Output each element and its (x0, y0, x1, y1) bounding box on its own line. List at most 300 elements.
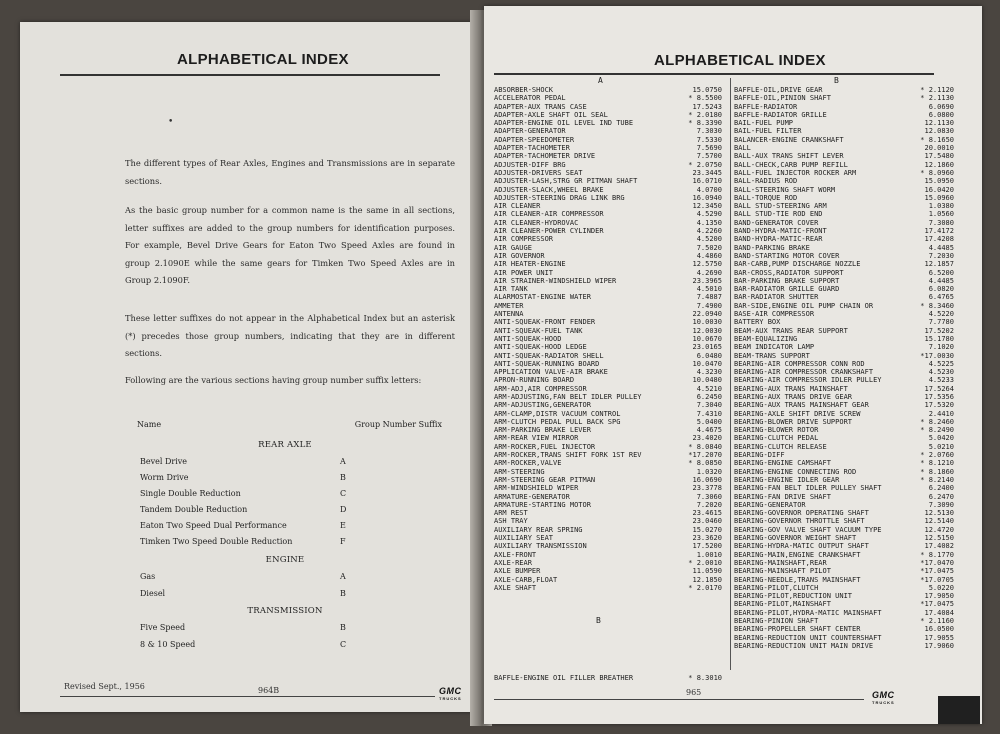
index-entry (494, 542, 722, 550)
index-entry (494, 144, 722, 152)
index-entry (734, 501, 954, 509)
index-entry-group-number: 4.5010 (696, 285, 722, 294)
index-entry (494, 352, 722, 360)
index-entry (494, 310, 722, 318)
index-entry (734, 509, 954, 517)
index-entry-group-number: 7.2030 (928, 251, 954, 260)
index-entry-name: BEARING-GENERATOR (734, 500, 806, 509)
index-entry (734, 161, 954, 169)
index-entry-name: AIR POWER UNIT (494, 268, 554, 277)
index-entry-name: ANTI-SQUEAK-FUEL TANK (494, 326, 583, 335)
index-entry-group-number: 20.0010 (924, 144, 954, 153)
index-entry-name: AUXILIARY SEAT (494, 534, 554, 543)
index-entry (494, 103, 722, 111)
intro-paragraph-3: These letter suffixes do not appear in the Alphabetical Index but an asterisk (*) precedes those group numbers, indicating that they are in different sections. (125, 313, 455, 358)
index-entry-group-number: * 8.0850 (688, 459, 722, 468)
index-entry-name: BALL-FUEL INJECTOR ROCKER ARM (734, 168, 857, 177)
index-entry-group-number: *17.0030 (920, 351, 954, 360)
index-entry-group-number: 12.0030 (692, 326, 722, 335)
index-entry-group-number: 7.1020 (928, 343, 954, 352)
index-entry-name: AIR COMPRESSOR (494, 235, 554, 244)
index-entry-name: ANTI-SQUEAK-RUNNING BOARD (494, 359, 600, 368)
index-entry (494, 260, 722, 268)
index-entry-name: APPLICATION VALVE-AIR BRAKE (494, 368, 608, 377)
index-entry-group-number: 6.2400 (928, 484, 954, 493)
index-entry-name: AIR CLEANER-HYDROVAC (494, 218, 579, 227)
index-entry-group-number: 4.5230 (928, 368, 954, 377)
table-row: 8 & 10 Speed C (140, 640, 347, 649)
index-entry-name: BEAM-TRANS SUPPORT (734, 351, 810, 360)
index-entry-name: BEARING-CLUTCH RELEASE (734, 442, 827, 451)
index-entry (494, 368, 722, 376)
index-entry (734, 393, 954, 401)
index-entry-name: BAR-PARKING BRAKE SUPPORT (734, 276, 840, 285)
index-entry (494, 468, 722, 476)
index-entry-group-number: 7.3080 (928, 218, 954, 227)
index-entry (734, 252, 954, 260)
index-entry (494, 493, 722, 501)
index-entry-name: AIR CLEANER-AIR COMPRESSOR (494, 210, 604, 219)
index-entry (494, 186, 722, 194)
index-entry-name: AIR GOVERNOR (494, 251, 545, 260)
index-entry (734, 600, 954, 608)
index-entry-name: ASH TRAY (494, 517, 528, 526)
index-entry-name: ARM-WINDSHIELD WIPER (494, 484, 579, 493)
index-entry-group-number: 6.2450 (696, 392, 722, 401)
index-entry-name: AIR GAUGE (494, 243, 532, 252)
index-entry-name: BEARING-MAINSHAFT PILOT (734, 567, 831, 576)
index-entry-name: ARM REST (494, 509, 528, 518)
index-entry-name: BAND-HYDRA-MATIC-REAR (734, 235, 823, 244)
index-entry-group-number: 5.0220 (928, 583, 954, 592)
index-entry-name: BEARING-PILOT,HYDRA-MATIC MAINSHAFT (734, 608, 882, 617)
index-entry-name: BALANCER-ENGINE CRANKSHAFT (734, 135, 844, 144)
index-entry-name: ALARMOSTAT-ENGINE WATER (494, 293, 591, 302)
index-entry (494, 360, 722, 368)
index-entry-name: AIR STRAINER-WINDSHIELD WIPER (494, 276, 617, 285)
index-entry-group-number: 17.5202 (924, 326, 954, 335)
index-entry-group-number: 16.0420 (924, 185, 954, 194)
index-entry (494, 526, 722, 534)
index-entry (734, 459, 954, 467)
index-entry-name: AXLE-FRONT (494, 550, 537, 559)
index-entry (734, 352, 954, 360)
index-entry (734, 385, 954, 393)
index-entry-group-number: 17.9055 (924, 633, 954, 642)
index-entry-group-number: 6.0480 (696, 351, 722, 360)
index-entry (734, 609, 954, 617)
index-entry-name: BEARING-MAINSHAFT,REAR (734, 558, 827, 567)
index-entry-group-number: 6.0820 (928, 285, 954, 294)
index-entry-group-number: 17.5480 (924, 152, 954, 161)
index-entry-name: ARMATURE-GENERATOR (494, 492, 570, 501)
index-entry (494, 576, 722, 584)
index-entry (494, 293, 722, 301)
index-entry-group-number: 17.4172 (924, 227, 954, 236)
index-entry-group-number: 4.5225 (928, 359, 954, 368)
index-entry-name: BAND-PARKING BRAKE (734, 243, 810, 252)
index-entry-group-number: 23.4615 (692, 509, 722, 518)
index-entry-name: BALL-TORQUE ROD (734, 193, 798, 202)
index-entry-group-number: 15.0950 (924, 177, 954, 186)
index-entry (494, 202, 722, 210)
index-entry-group-number: *17.0470 (920, 558, 954, 567)
left-page (20, 22, 476, 712)
index-entry (734, 493, 954, 501)
index-entry-group-number: * 2.0760 (920, 451, 954, 460)
index-entry-group-number: 23.0165 (692, 343, 722, 352)
index-entry-group-number: 17.4082 (924, 542, 954, 551)
index-entry-group-number: 6.4765 (928, 293, 954, 302)
index-entry-group-number: 17.5264 (924, 384, 954, 393)
index-entry-name: BEARING-AUX TRANS MAINSHAFT (734, 384, 848, 393)
index-entry-group-number: 10.0480 (692, 376, 722, 385)
right-header-rule (494, 73, 934, 75)
index-entry-name: ANTI-SQUEAK-HOOD LEDGE (494, 343, 587, 352)
index-entry (494, 484, 722, 492)
index-entry-group-number: * 8.2140 (920, 475, 954, 484)
index-entry (734, 443, 954, 451)
index-entry-group-number: 4.5290 (696, 210, 722, 219)
index-entry-group-number: * 8.2490 (920, 426, 954, 435)
index-column-a (494, 86, 722, 592)
index-entry (734, 617, 954, 625)
col-suffix-header: Group Number Suffix (354, 420, 442, 429)
index-entry (494, 210, 722, 218)
index-entry-group-number: 10.0670 (692, 334, 722, 343)
index-entry (734, 277, 954, 285)
index-entry-name: ARM-ADJUSTING,FAN BELT IDLER PULLEY (494, 392, 642, 401)
index-entry-name: BEARING-BLOWER ROTOR (734, 426, 819, 435)
index-entry-name: BEARING-GOV VALVE SHAFT VACUUM TYPE (734, 525, 882, 534)
index-entry-group-number: * 2.1120 (920, 86, 954, 94)
index-entry-name: ADJUSTER-STEERING DRAG LINK BRG (494, 193, 625, 202)
index-entry-group-number: *17.2070 (688, 451, 722, 460)
index-entry-name: ARM-CLUTCH PEDAL PULL BACK SPG (494, 417, 621, 426)
index-entry (494, 401, 722, 409)
index-entry-group-number: * 8.3390 (688, 119, 722, 128)
intro-paragraph-1: The different types of Rear Axles, Engines and Transmissions are in separate sections. (125, 158, 455, 186)
index-entry (494, 235, 722, 243)
table-row: Tandem Double Reduction D (140, 505, 347, 514)
index-entry (734, 468, 954, 476)
index-entry-name: AXLE-REAR (494, 558, 532, 567)
index-entry-name: BAFFLE-RADIATOR (734, 102, 798, 111)
index-entry (734, 559, 954, 567)
index-entry-name: BALL (734, 144, 751, 153)
index-entry-name: BAND-HYDRA-MATIC-FRONT (734, 227, 827, 236)
index-entry-name: AMMETER (494, 301, 524, 310)
index-entry-name: AIR TANK (494, 285, 528, 294)
index-entry-group-number: 12.5150 (924, 534, 954, 543)
index-entry-group-number: 15.0270 (692, 525, 722, 534)
index-entry (734, 169, 954, 177)
index-entry (734, 103, 954, 111)
index-entry (494, 327, 722, 335)
intro-paragraph-2: As the basic group number for a common name is the same in all sections, letter suffixes are added to the group numbers for identification purposes. For example, Bevel Drive Gears for Eaton Two Speed Axles are found in group 2.1090E while the same gears for Timken Two Speed Axles are in Group 2.1090F. (125, 205, 455, 285)
index-entry-group-number: 7.5700 (696, 152, 722, 161)
index-entry (734, 177, 954, 185)
index-entry-name: BAR-SIDE,ENGINE OIL PUMP CHAIN OR (734, 301, 874, 310)
index-entry-name: BAFFLE-ENGINE OIL FILLER BREATHER (494, 674, 634, 682)
index-entry-name: BAIL-FUEL PUMP (734, 119, 794, 128)
index-entry-group-number: * 2.1160 (920, 617, 954, 625)
index-entry (494, 335, 722, 343)
index-entry-name: ADAPTER-GENERATOR (494, 127, 566, 136)
index-entry (734, 551, 954, 559)
index-entry-group-number: 17.5200 (692, 542, 722, 551)
index-entry-name: BEARING-PINION SHAFT (734, 617, 819, 625)
index-entry-group-number: 12.3450 (692, 202, 722, 211)
index-entry-name: AXLE-CARB,FLOAT (494, 575, 558, 584)
index-entry-group-number: * 8.1860 (920, 467, 954, 476)
index-entry-name: ANTI-SQUEAK-HOOD (494, 334, 562, 343)
index-entry-group-number: 7.3090 (928, 500, 954, 509)
index-entry (734, 127, 954, 135)
gmc-logo: GMC TRUCKS (872, 690, 895, 705)
index-entry-group-number: 7.5020 (696, 243, 722, 252)
index-entry-name: BALL-RADIUS ROD (734, 177, 798, 186)
index-entry (494, 252, 722, 260)
table-row: Diesel B (140, 589, 346, 598)
index-entry (734, 335, 954, 343)
index-entry-group-number: 11.0590 (692, 567, 722, 576)
index-entry-name: ARM-ROCKER,VALVE (494, 459, 562, 468)
index-entry (494, 459, 722, 467)
index-entry (494, 94, 722, 102)
index-column-b-start (494, 674, 722, 682)
index-entry-name: BASE-AIR COMPRESSOR (734, 310, 815, 319)
index-entry (494, 119, 722, 127)
index-entry-group-number: 4.4485 (928, 243, 954, 252)
index-entry-group-number: *17.0705 (920, 575, 954, 584)
index-entry (734, 576, 954, 584)
index-entry-group-number: 7.5330 (696, 135, 722, 144)
index-entry (734, 327, 954, 335)
index-entry-group-number: 12.1860 (924, 160, 954, 169)
section-transmission: TRANSMISSION (247, 606, 323, 616)
index-entry-name: BEARING-ENGINE CAMSHAFT (734, 459, 831, 468)
index-entry-group-number: 4.5233 (928, 376, 954, 385)
index-entry-group-number: 16.0500 (924, 625, 954, 634)
index-entry-name: AUXILIARY TRANSMISSION (494, 542, 587, 551)
index-entry (734, 451, 954, 459)
index-entry-group-number: 12.5130 (924, 509, 954, 518)
index-entry-name: AXLE BUMPER (494, 567, 541, 576)
section-engine: ENGINE (265, 555, 305, 565)
index-entry-group-number: 23.3778 (692, 484, 722, 493)
index-entry-name: BEAM INDICATOR LAMP (734, 343, 815, 352)
index-entry-group-number: 17.5356 (924, 392, 954, 401)
index-entry-name: ANTENNA (494, 310, 524, 319)
index-entry-name: BEARING-GOVERNOR THROTTLE SHAFT (734, 517, 865, 526)
index-entry-name: BEAM-EQUALIZING (734, 334, 798, 343)
index-entry-group-number: *17.0475 (920, 600, 954, 609)
index-entry-group-number: 4.0700 (696, 185, 722, 194)
index-column-b (734, 86, 954, 650)
index-entry-name: ARM-REAR VIEW MIRROR (494, 434, 579, 443)
index-entry-group-number: * 2.1130 (920, 94, 954, 103)
index-entry-group-number: 15.1780 (924, 334, 954, 343)
index-entry-group-number: 4.4485 (928, 276, 954, 285)
table-row: Worm Drive B (140, 473, 346, 482)
index-entry (494, 410, 722, 418)
index-entry (734, 517, 954, 525)
index-entry (734, 152, 954, 160)
index-entry (494, 674, 722, 682)
index-entry-name: BALL STUD-STEERING ARM (734, 202, 827, 211)
col-name-header: Name (137, 420, 162, 429)
index-entry (734, 219, 954, 227)
index-entry-group-number: * 8.1770 (920, 550, 954, 559)
index-entry-name: BEARING-REDUCTION UNIT COUNTERSHAFT (734, 633, 882, 642)
index-entry (734, 293, 954, 301)
index-entry-name: BEARING-FAN BELT IDLER PULLEY SHAFT (734, 484, 882, 493)
index-entry-name: BATTERY BOX (734, 318, 781, 327)
index-entry-group-number: 6.5200 (928, 268, 954, 277)
index-entry (494, 285, 722, 293)
index-entry-name: BEARING-GOVERNOR WEIGHT SHAFT (734, 534, 857, 543)
index-entry-group-number: 12.1857 (924, 260, 954, 269)
index-entry-name: BEARING-BLOWER DRIVE SUPPORT (734, 417, 853, 426)
index-entry (734, 526, 954, 534)
index-entry-group-number: 23.3620 (692, 534, 722, 543)
revision-date: Revised Sept., 1956 (64, 682, 145, 691)
index-entry-name: BEARING-AUX TRANS DRIVE GEAR (734, 392, 853, 401)
index-entry (494, 385, 722, 393)
index-entry-group-number: 12.4720 (924, 525, 954, 534)
table-row: Gas A (140, 572, 346, 581)
index-entry-group-number: 7.3030 (696, 127, 722, 136)
index-entry (494, 269, 722, 277)
index-entry (734, 584, 954, 592)
index-entry (494, 86, 722, 94)
index-entry (494, 584, 722, 592)
index-entry-group-number: 6.2470 (928, 492, 954, 501)
index-entry-group-number: 16.0710 (692, 177, 722, 186)
index-entry-group-number: *17.0475 (920, 567, 954, 576)
index-entry-group-number: 5.0400 (696, 417, 722, 426)
table-row: Timken Two Speed Double Reduction F (140, 537, 346, 546)
index-entry (494, 302, 722, 310)
index-entry-group-number: 6.0800 (928, 110, 954, 119)
index-entry-name: ADAPTER-TACHOMETER DRIVE (494, 152, 596, 161)
index-entry-name: AUXILIARY REAR SPRING (494, 525, 583, 534)
index-entry (494, 517, 722, 525)
index-entry-group-number: 4.4675 (696, 426, 722, 435)
index-entry-group-number: 7.7780 (928, 318, 954, 327)
index-entry (494, 177, 722, 185)
index-entry (494, 418, 722, 426)
index-entry-name: ARMATURE-STARTING MOTOR (494, 500, 591, 509)
index-entry-name: BEARING-PROPELLER SHAFT CENTER (734, 625, 861, 634)
table-row: Single Double Reduction C (140, 489, 347, 498)
index-entry (494, 169, 722, 177)
index-entry-group-number: * 8.0960 (920, 168, 954, 177)
index-entry-name: BEARING-FAN DRIVE SHAFT (734, 492, 831, 501)
index-entry-name: BEARING-CLUTCH PEDAL (734, 434, 819, 443)
index-entry (494, 476, 722, 484)
index-entry-name: ADAPTER-AUX TRANS CASE (494, 102, 587, 111)
index-entry-group-number: 7.5690 (696, 144, 722, 153)
index-entry-name: BALL-STEERING SHAFT WORM (734, 185, 836, 194)
index-entry (734, 302, 954, 310)
index-entry (734, 434, 954, 442)
left-page-number: 964B (258, 686, 280, 695)
index-entry-group-number: 23.0460 (692, 517, 722, 526)
index-entry-group-number: 4.1350 (696, 218, 722, 227)
suffix-table-header (137, 420, 442, 429)
index-entry-group-number: 1.0560 (928, 210, 954, 219)
index-entry (734, 368, 954, 376)
index-entry-name: APRON-RUNNING BOARD (494, 376, 575, 385)
table-row: Five Speed B (140, 623, 346, 632)
index-entry-name: ABSORBER-SHOCK (494, 86, 554, 94)
index-entry (494, 152, 722, 160)
col2-letter-b: B (834, 76, 839, 85)
index-entry-group-number: * 2.0170 (688, 583, 722, 592)
index-entry-group-number: 16.0940 (692, 193, 722, 202)
index-entry (734, 244, 954, 252)
index-entry-group-number: 17.5243 (692, 102, 722, 111)
index-entry (734, 119, 954, 127)
index-entry (734, 476, 954, 484)
index-entry-name: ARM-ROCKER,FUEL INJECTOR (494, 442, 596, 451)
index-entry (734, 111, 954, 119)
index-entry-group-number: * 8.3010 (688, 674, 722, 682)
index-entry-name: BEARING-AIR COMPRESSOR CRANKSHAFT (734, 368, 874, 377)
index-entry-name: BAIL-FUEL FILTER (734, 127, 802, 136)
index-entry-name: ADAPTER-AXLE SHAFT OIL SEAL (494, 110, 608, 119)
index-entry-name: BEARING-AXLE SHIFT DRIVE SCREW (734, 409, 861, 418)
index-entry-group-number: 6.0690 (928, 102, 954, 111)
index-entry (494, 227, 722, 235)
index-entry-name: BEARING-MAIN,ENGINE CRANKSHAFT (734, 550, 861, 559)
index-entry (734, 194, 954, 202)
index-entry-name: ARM-ADJUSTING,GENERATOR (494, 401, 591, 410)
index-entry (734, 285, 954, 293)
index-entry-group-number: 23.3445 (692, 168, 722, 177)
index-entry-name: ARM-STEERING (494, 467, 545, 476)
index-entry-name: ARM-STEERING GEAR PITMAN (494, 475, 596, 484)
index-entry-group-number: 23.3965 (692, 276, 722, 285)
index-entry-group-number: 17.9060 (924, 641, 954, 650)
index-entry-name: AXLE SHAFT (494, 583, 537, 592)
index-entry-group-number: * 8.5500 (688, 94, 722, 103)
index-entry-name: BEARING-ENGINE IDLER GEAR (734, 475, 840, 484)
index-entry (494, 509, 722, 517)
right-page-number: 965 (686, 688, 702, 697)
index-entry (494, 127, 722, 135)
index-entry-group-number: 22.0940 (692, 310, 722, 319)
index-entry (494, 111, 722, 119)
index-entry (494, 551, 722, 559)
index-entry (494, 343, 722, 351)
right-page (484, 6, 982, 724)
section-rear-axle: REAR AXLE (258, 440, 312, 450)
index-entry-name: AIR CLEANER (494, 202, 541, 211)
index-entry-group-number: 12.1130 (924, 119, 954, 128)
index-entry-group-number: 10.0030 (692, 318, 722, 327)
index-entry-group-number: 16.0690 (692, 475, 722, 484)
index-entry-group-number: 4.2690 (696, 268, 722, 277)
index-entry-group-number: 17.4208 (924, 235, 954, 244)
index-entry-group-number: * 2.0750 (688, 160, 722, 169)
index-entry (494, 376, 722, 384)
index-entry-name: AIR HEATER-ENGINE (494, 260, 566, 269)
index-entry (734, 642, 954, 650)
index-entry-name: ARM-ROCKER,TRANS SHIFT FORK 1ST REV (494, 451, 642, 460)
